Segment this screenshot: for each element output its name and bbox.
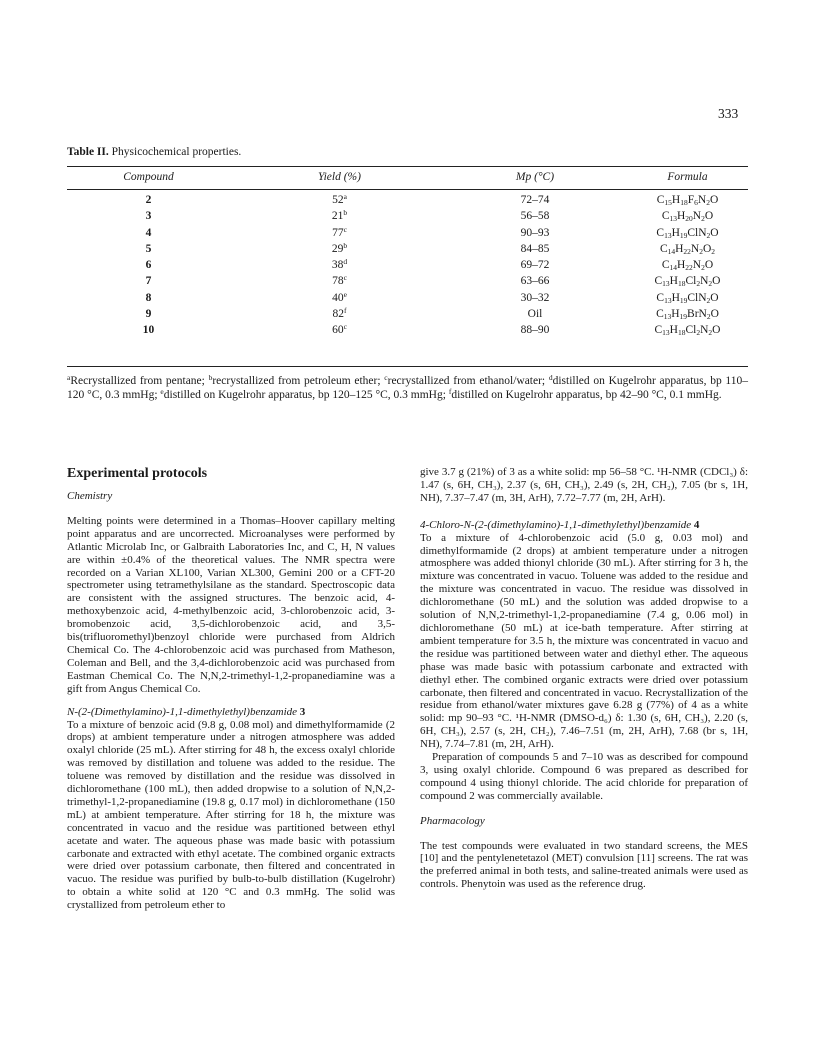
formula-subscript: 13 xyxy=(664,230,672,240)
table-row xyxy=(67,259,748,275)
cell-mp: 72–74 xyxy=(520,194,550,206)
cell-formula xyxy=(627,210,748,222)
table-row xyxy=(67,240,748,259)
formula-element: C xyxy=(656,226,665,239)
cell-formula xyxy=(627,324,748,336)
formula-subscript: 2 xyxy=(708,328,713,338)
table-row xyxy=(67,324,748,340)
footnote-mark: c xyxy=(343,322,347,332)
header-yield: Yield (%) xyxy=(318,171,361,183)
formula-element: C xyxy=(661,259,670,272)
formula-subscript: 2 xyxy=(711,246,716,256)
table-top-rule xyxy=(67,166,748,167)
cell-formula xyxy=(627,243,748,255)
formula-subscript: 18 xyxy=(677,328,686,338)
footnote-mark: d xyxy=(343,257,348,267)
right-column xyxy=(420,466,748,891)
table-row xyxy=(67,194,748,210)
cell-mp: 90–93 xyxy=(520,226,550,239)
formula-element: C xyxy=(656,308,664,321)
cell-compound: 10 xyxy=(142,324,155,337)
cell-mp: Oil xyxy=(527,308,543,321)
formula-element: ClN xyxy=(687,291,707,304)
formula-subscript: 18 xyxy=(680,198,688,207)
formula-element: N xyxy=(700,324,709,337)
formula-element: C xyxy=(656,194,665,206)
formula-subscript: 2 xyxy=(708,279,713,289)
footnote-mark: c xyxy=(343,224,347,234)
table-row xyxy=(67,210,748,226)
footnote-mark: f xyxy=(344,306,347,316)
cell-yield xyxy=(267,210,412,222)
formula-subscript: 2 xyxy=(696,279,701,289)
footnote-mark: c xyxy=(343,273,347,283)
cell-compound: 2 xyxy=(145,194,152,206)
footnote-mark: f xyxy=(448,387,452,396)
formula-subscript: 22 xyxy=(685,263,693,273)
formula-subscript: 2 xyxy=(699,246,703,256)
header-mp: Mp (°C) xyxy=(515,171,555,183)
formula-subscript: 13 xyxy=(669,214,677,224)
formula-subscript: 19 xyxy=(679,295,688,305)
table-row xyxy=(67,308,748,324)
formula-element: H xyxy=(676,259,686,272)
compound3-title xyxy=(67,706,395,719)
cell-yield xyxy=(267,240,412,255)
formula-subscript: 2 xyxy=(696,328,701,338)
formula-element: F xyxy=(687,194,695,206)
table-header-rule xyxy=(67,189,748,190)
cell-mp: 84–85 xyxy=(520,242,550,255)
formula-subscript: 18 xyxy=(677,279,686,289)
yield-value: 78 xyxy=(332,275,344,288)
cell-formula xyxy=(627,194,748,206)
table-row xyxy=(67,275,748,291)
table-header-row xyxy=(67,171,748,187)
cell-compound: 8 xyxy=(145,291,152,304)
compound4-paragraph: To a mixture of 4-chlorobenzoic acid (5.0 g, 0.03 mol) and dimethylformamide (2 drops) at ambient temperature under a nitrogen atmosphere was added thionyl chloride (30 mL). After stirring for 3 h, the mixture was concentrated in vacuo. Toluene was added to the residue and the mixture was concentrated in vacuo. The residue was dissolved in dichloromethane (50 mL) and the solution was added dropwise to a solution of N,N,2-trimethyl-1,2-propanediamine (7.4 g, 0.06 mol) in dichloromethane (50 mL) at ice-bath temperature. After stirring at ambient temperature for 3.5 h, the mixture was concentrated in vacuo and the residue was partitioned between water and diethyl ether. The aqueous phase was made basic with potassium carbonate and extracted with diethyl ether. The combined organic extracts were dried over potassium carbonate, then filtered and concentrated in vacuo. Recrystallization of the residue from ethanol/water mixtures gave 6.28 g (77%) of 4 as a white solid: mp 90–93 °C. ¹H-NMR (DMSO-d₆) δ: 1.30 (s, 6H, CH₃), 2.20 (s, 6H, CH₃), 2.57 (s, 2H, CH₂), 7.46–7.51 (m, 2H, ArH), 7.68 (br s, 1H, NH), 7.74–7.81 (m, 2H, ArH). xyxy=(420,531,748,751)
cell-mp: 56–58 xyxy=(520,210,550,223)
formula-element: H xyxy=(671,291,680,304)
formula-element: C xyxy=(659,242,668,255)
cell-yield xyxy=(267,194,412,206)
formula-element: O xyxy=(704,259,714,272)
formula-subscript: 13 xyxy=(662,279,670,289)
cell-yield xyxy=(267,289,412,304)
formula-element: H xyxy=(675,242,684,255)
cell-compound: 7 xyxy=(145,275,152,288)
left-column xyxy=(67,466,395,912)
formula-subscript: 13 xyxy=(664,295,672,305)
formula-element: O xyxy=(712,275,721,288)
cell-yield xyxy=(267,224,412,239)
pharmacology-heading: Pharmacology xyxy=(420,814,485,827)
table-title: Physicochemical properties. xyxy=(111,146,242,158)
compound3-title-text: N-(2-(Dimethylamino)-1,1-dimethylethyl)benzamide xyxy=(67,705,298,718)
formula-element: H xyxy=(671,308,680,321)
formula-element: C xyxy=(661,210,670,223)
formula-subscript: 15 xyxy=(664,198,672,207)
table-row xyxy=(67,289,748,308)
compound4-title-text: 4-Chloro-N-(2-(dimethylamino)-1,1-dimethylethyl)benzamide xyxy=(420,518,692,531)
formula-element: O xyxy=(702,242,712,255)
compound3-number: 3 xyxy=(299,705,306,718)
formula-subscript: 19 xyxy=(679,312,688,322)
formula-subscript: 20 xyxy=(685,214,693,224)
yield-value: 82 xyxy=(332,308,344,321)
formula-subscript: 2 xyxy=(706,198,710,207)
formula-subscript: 14 xyxy=(669,263,677,273)
footnote-text: distilled on Kugelrohr apparatus, bp 120–125 °C, 0.3 mmHg; xyxy=(163,389,449,401)
cell-formula xyxy=(627,227,748,239)
cell-mp: 63–66 xyxy=(520,275,550,288)
yield-value: 77 xyxy=(332,226,344,239)
cell-yield xyxy=(267,308,412,320)
formula-element: N xyxy=(692,210,702,223)
formula-subscript: 13 xyxy=(662,328,670,338)
formula-element: H xyxy=(671,226,680,239)
formula-subscript: 13 xyxy=(663,312,672,322)
formula-element: O xyxy=(710,226,719,239)
footnote-text: distilled on Kugelrohr apparatus, bp 110–120 °C, 0.3 mmHg; xyxy=(67,375,748,401)
pharmacology-paragraph: The test compounds were evaluated in two standard screens, the MES [10] and the pentylenetetazol (MET) convulsion [11] screens. The rat was the preferred animal in both tests, and saline-treated animals were used as controls. Phenytoin was used as the reference drug. xyxy=(420,839,748,891)
formula-element: Cl xyxy=(685,275,697,288)
cell-compound: 4 xyxy=(145,226,152,239)
cell-mp: 30–32 xyxy=(520,291,550,304)
cell-yield xyxy=(267,324,412,336)
table-label: Table II. xyxy=(67,146,109,158)
cell-formula xyxy=(627,275,748,287)
yield-value: 38 xyxy=(331,259,344,272)
formula-element: O xyxy=(704,210,714,223)
cell-compound: 9 xyxy=(145,308,152,321)
formula-element: O xyxy=(710,291,719,304)
yield-value: 60 xyxy=(332,324,344,337)
formula-element: H xyxy=(676,210,686,223)
cell-yield xyxy=(267,275,412,287)
footnote-text: recrystallized from petroleum ether; xyxy=(212,375,385,387)
formula-element: N xyxy=(690,242,700,255)
formula-element: O xyxy=(709,194,719,206)
footnote-mark: a xyxy=(67,373,71,382)
formula-element: N xyxy=(700,275,709,288)
footnote-mark: a xyxy=(343,192,347,201)
preparation-paragraph: Preparation of compounds 5 and 7–10 was as described for compound 3, using oxalyl chloride. Compound 6 was prepared as described for compound 4 using thionyl chloride. The acid chloride for preparation of compound 2 was commercially available. xyxy=(420,751,748,802)
chemistry-heading: Chemistry xyxy=(67,490,113,502)
compound4-title xyxy=(420,519,748,532)
footnote-text: Recrystallized from pentane; xyxy=(70,375,209,387)
yield-value: 21 xyxy=(331,210,344,223)
compound4-number: 4 xyxy=(693,518,700,531)
table-row xyxy=(67,224,748,243)
cell-compound: 5 xyxy=(145,242,152,255)
formula-element: Cl xyxy=(685,324,697,337)
chemistry-paragraph: Melting points were determined in a Thomas–Hoover capillary melting point apparatus and are uncorrected. Microanalyses were performed by Atlantic Microlab Inc, or Galbraith Laboratories Inc, and C, H, N values are within ±0.4% of the theoretical values. The NMR spectra were recorded on a Varian XL100, Varian XL300, Gemini 200 or a CFT-20 spectrometer using tetramethylsilane as the standard. Spectroscopic data are consistent with the assigned structures. The benzoic acid, 4-methoxybenzoic acid, 4-methylbenzoic acid, 3-chlorobenzoic acid, 3-bromobenzoic acid, 3,5-dichlorobenzoic acid, and 3,5-bis(trifluoromethyl)benzoyl chloride were purchased from Aldrich Chemical Co. The 4-chlorobenzoic acid was purchased from Matheson, Coleman and Bell, and the 3,4-dichlorobenzoic acid was purchased from Eastman Chemical Co. The N,N,2-trimethyl-1,2-propanediamine was a gift from Angus Chemical Co. xyxy=(67,514,395,695)
header-formula: Formula xyxy=(667,171,708,183)
header-compound: Compound xyxy=(123,171,174,183)
formula-element: N xyxy=(697,194,707,206)
footnote-mark: d xyxy=(548,373,553,382)
formula-element: O xyxy=(712,324,721,337)
formula-subscript: 14 xyxy=(667,246,676,256)
cell-compound: 3 xyxy=(145,210,152,223)
formula-subscript: 2 xyxy=(706,230,711,240)
formula-subscript: 19 xyxy=(679,230,688,240)
formula-subscript: 2 xyxy=(701,214,705,224)
footnote-mark: e xyxy=(160,387,164,396)
table-caption xyxy=(67,146,241,158)
footnote-mark: c xyxy=(384,373,388,382)
compound3-continued: give 3.7 g (21%) of 3 as a white solid: mp 56–58 °C. ¹H-NMR (CDCl₃) δ: 1.47 (s, 6H, CH₃), 2.37 (s, 6H, CH₃), 2.49 (s, 2H, CH₂), 7.05 (br s, 1H, NH), 7.37–7.47 (m, 3H, ArH), 7.72–7.77 (m, 2H, ArH). xyxy=(420,466,748,504)
formula-subscript: 2 xyxy=(706,295,711,305)
formula-element: H xyxy=(669,275,678,288)
cell-yield xyxy=(267,259,412,271)
footnote-mark: b xyxy=(343,240,348,250)
yield-value: 29 xyxy=(331,242,344,255)
table-footnotes xyxy=(67,374,748,402)
cell-formula xyxy=(627,292,748,304)
formula-element: C xyxy=(656,291,665,304)
formula-element: C xyxy=(654,324,663,337)
formula-element: C xyxy=(654,275,663,288)
footnote-text: distilled on Kugelrohr apparatus, bp 42–90 °C, 0.1 mmHg. xyxy=(451,389,722,401)
formula-element: ClN xyxy=(687,226,707,239)
yield-value: 52 xyxy=(332,194,344,206)
table-bottom-rule xyxy=(67,366,748,367)
formula-subscript: 2 xyxy=(701,263,705,273)
formula-subscript: 6 xyxy=(694,198,698,207)
formula-subscript: 22 xyxy=(683,246,691,256)
formula-element: H xyxy=(671,194,681,206)
footnote-mark: b xyxy=(208,373,213,382)
footnote-mark: b xyxy=(343,208,348,218)
section-heading: Experimental protocols xyxy=(67,466,208,481)
formula-element: BrN xyxy=(687,308,707,321)
page-number: 333 xyxy=(718,106,739,121)
yield-value: 40 xyxy=(332,291,344,304)
formula-element: O xyxy=(710,308,719,321)
footnote-text: recrystallized from ethanol/water; xyxy=(387,375,549,387)
footnote-mark: e xyxy=(343,289,347,299)
cell-mp: 69–72 xyxy=(520,259,550,272)
cell-mp: 88–90 xyxy=(520,324,550,337)
cell-formula xyxy=(627,308,748,320)
compound3-paragraph: To a mixture of benzoic acid (9.8 g, 0.08 mol) and dimethylformamide (2 drops) at ambient temperature under a nitrogen atmosphere was added oxalyl chloride (25 mL). After stirring for 48 h, the excess oxalyl chloride was removed by distillation and toluene was added to the residue. The toluene was removed by distillation and the residue was dissolved in dichloromethane (100 mL), then added dropwise to a solution of N,N,2-trimethyl-1,2-propanediamine (19.8 g, 0.17 mol) in dichloromethane (150 mL) at ambient temperature. After stirring for 18 h, the mixture was concentrated in vacuo and the residue was partitioned between ethyl acetate and water. The aqueous phase was made basic with potassium carbonate and extracted with ethyl acetate. The combined organic extracts were dried over potassium carbonate, then filtered and concentrated in vacuo. The residue was purified by bulb-to-bulb distillation (Kugelrohr) to obtain a white solid at 120 °C and 0.3 mmHg. The solid was crystallized from petroleum ether to xyxy=(67,718,395,912)
cell-compound: 6 xyxy=(145,259,152,272)
formula-element: H xyxy=(669,324,678,337)
formula-element: N xyxy=(692,259,702,272)
table-body xyxy=(67,194,748,341)
formula-subscript: 2 xyxy=(706,312,711,322)
cell-formula xyxy=(627,259,748,271)
